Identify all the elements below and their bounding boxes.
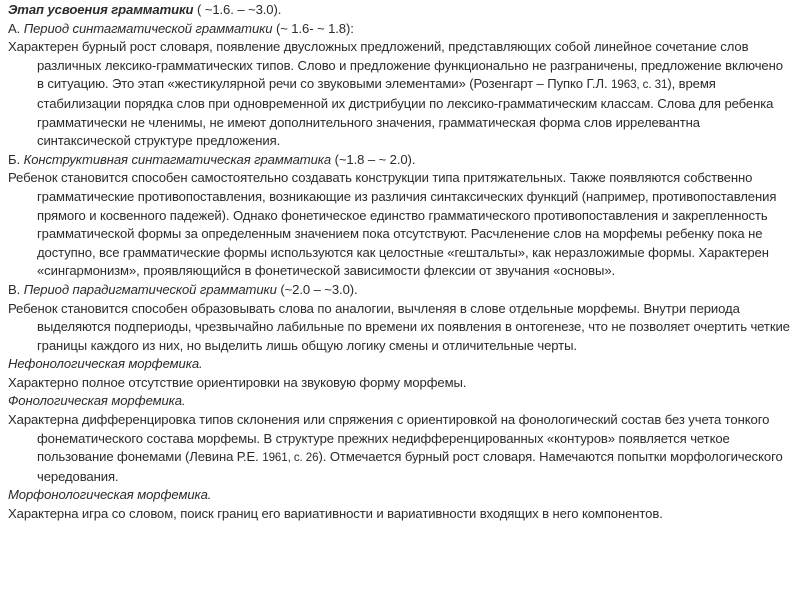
nonphonological-body: Характерно полное отсутствие ориентировки на звуковую форму морфемы. (8, 374, 467, 390)
phonological-body (0, 411, 800, 486)
stage-heading-range: ( ~1.6. – ~3.0). (193, 2, 282, 17)
section-a-body-part1: Характерен бурный рост словаря, появление двусложных предложений, представляющих собой линейное сочетание слов различных лексико-грамматических типов. Слово и предложение функционально не разграничены, предложение включено в ситуацию. Это этап «жестикулярной речи со звуковыми элементами» (Розенгарт – Пупко Г.Л. (8, 39, 783, 92)
phonological-heading: Фонологическая морфемика. (8, 393, 186, 409)
section-b-heading (0, 151, 800, 170)
section-a-range: (~ 1.6- ~ 1.8): (272, 20, 354, 36)
section-v-title: Период парадигматической грамматики (23, 281, 277, 297)
phonological-body-part2: ). Отмечается бурный рост словаря. Намечаются попытки морфологического чередования. (37, 449, 783, 484)
section-a-body-part2: ), время стабилизации порядка слов при одновременной их дистрибуции по лексико-грамматическим классам. Слова для ребенка грамматически не членимы, не имеют дополнительного значения, грамматическая форма слов иррелевантна синтаксической структуре предложения. (37, 76, 774, 149)
morphonological-heading: Морфонологическая морфемика. (8, 487, 212, 503)
section-v-range: (~2.0 – ~3.0). (276, 281, 358, 297)
section-a-body (0, 38, 800, 151)
section-v-prefix: В. (8, 281, 24, 297)
section-v-heading (0, 281, 800, 300)
section-a-heading (0, 20, 800, 39)
stage-heading (0, 1, 800, 20)
section-a-title: Период синтагматической грамматики (23, 20, 273, 36)
section-b-prefix: Б. (8, 151, 24, 167)
section-b-body: Ребенок становится способен самостоятельно создавать конструкции типа притяжательных. Также появляются собственно грамматические противопоставления, возникающие из различия синтаксических функций (например, противопоставления прямого и косвенного падежей). Однако фонетическое единство грамматического противопоставления и закрепленность грамматической формы за определенным значением пока отсутствуют. Расчленение слов на морфемы ребенку пока не доступно, все грамматические формы используются как целостные «гештальты», как неразложимые формы. Характерен «сингармонизм», проявляющийся в фонетической зависимости флексии от звучания «основы». (8, 170, 777, 279)
nonphonological-heading: Нефонологическая морфемика. (8, 356, 203, 372)
section-v-body: Ребенок становится способен образовывать слова по аналогии, вычленяя в слове отдельные морфемы. Внутри периода выделяются подпериоды, чрезвычайно лабильные по времени их появления в онтогенезе, что не позволяет очертить четкие границы каждого из них, но выделить лишь общую логику смены и отличительные черты. (8, 300, 790, 353)
section-a-reference: 1963, с. 31 (611, 78, 668, 92)
morphonological-body: Характерна игра со словом, поиск границ его вариативности и вариативности входящих в него компонентов. (8, 506, 663, 522)
stage-heading-title: Этап усвоения грамматики (8, 2, 194, 17)
section-b-range: (~1.8 – ~ 2.0). (331, 151, 416, 167)
section-b-title: Конструктивная синтагматическая грамматика (23, 151, 332, 167)
phonological-body-part1: Характерна дифференцировка типов склонения или спряжения с ориентировкой на фонологический состав без учета тонкого фонематического состава морфемы. В структуре прежних недифференцированных «контуров» появляется четкое пользование фонемами (Левина Р.Е. (8, 412, 770, 465)
phonological-reference: 1961, с. 26 (262, 451, 319, 465)
section-a-prefix: А. (8, 20, 24, 36)
